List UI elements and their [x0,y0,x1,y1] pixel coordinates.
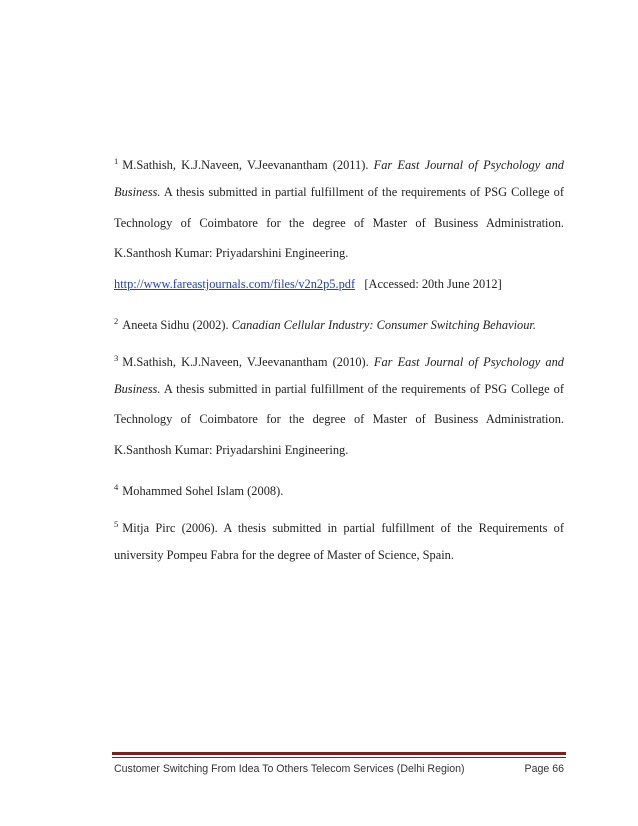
journal-title-end: Business. [114,381,161,396]
journal-title-end: Business. [114,184,161,199]
reference-3-line-2: Business. A thesis submitted in partial fulfillment of the requirements of PSG College of [114,381,564,396]
reference-3-line-3: Technology of Coimbatore for the degree of Master of Business Administration. [114,412,564,427]
footnote-number: 4 [114,481,119,492]
reference-1-line-2: Business. A thesis submitted in partial fulfillment of the requirements of PSG College of [114,184,564,199]
footnote-number: 2 [114,315,119,326]
reference-link[interactable]: http://www.fareastjournals.com/files/v2n2p5.pdf [114,277,356,292]
reference-4 [114,472,564,503]
footer-divider-thin [112,757,566,758]
footnote-number: 3 [114,352,119,363]
reference-5 [114,509,564,571]
page-footer [114,763,564,775]
reference-1 [114,146,564,300]
reference-2 [114,306,564,337]
reference-3-line-4: K.Santhosh Kumar: Priyadarshini Engineering. [114,443,349,458]
reference-1-line-4: K.Santhosh Kumar: Priyadarshini Engineering. [114,246,349,261]
page-number: Page 66 [524,763,564,775]
journal-title: Far East Journal of Psychology and [373,158,564,172]
reference-1-line-5 [114,269,564,300]
reference-1-line-1: $^1$ M.Sathish, K.J.Naveen, V.Jeevanantham (2011). Far East Journal of Psychology and [114,156,564,172]
reference-title: Canadian Cellular Industry: Consumer Switching Behaviour. [231,317,536,332]
footer-title: Customer Switching From Idea To Others Telecom Services (Delhi Region) [114,763,465,775]
footnote-number: 1 [114,156,119,166]
reference-4-line-1: $^4$ Mohammed Sohel Islam (2008). [114,481,284,498]
references-list [114,146,564,570]
reference-3-line-1: $^3$ M.Sathish, K.J.Naveen, V.Jeevanantham (2010). Far East Journal of Psychology and [114,352,564,369]
reference-1-line-3: Technology of Coimbatore for the degree of Master of Business Administration. [114,215,564,230]
footer-divider [112,752,566,755]
reference-3 [114,343,564,466]
accessed-date: [Accessed: 20th June 2012] [364,277,502,292]
reference-5-line-2: university Pompeu Fabra for the degree of Master of Science, Spain. [114,547,454,562]
reference-5-line-1: $^5$ Mitja Pirc (2006). A thesis submitted in partial fulfillment of the Requirements of [114,518,564,535]
journal-title: Far East Journal of Psychology and [373,354,564,369]
reference-2-line-1: $^2$ Aneeta Sidhu (2002). Canadian Cellular Industry: Consumer Switching Behaviour. [114,315,536,332]
footnote-number: 5 [114,518,119,529]
